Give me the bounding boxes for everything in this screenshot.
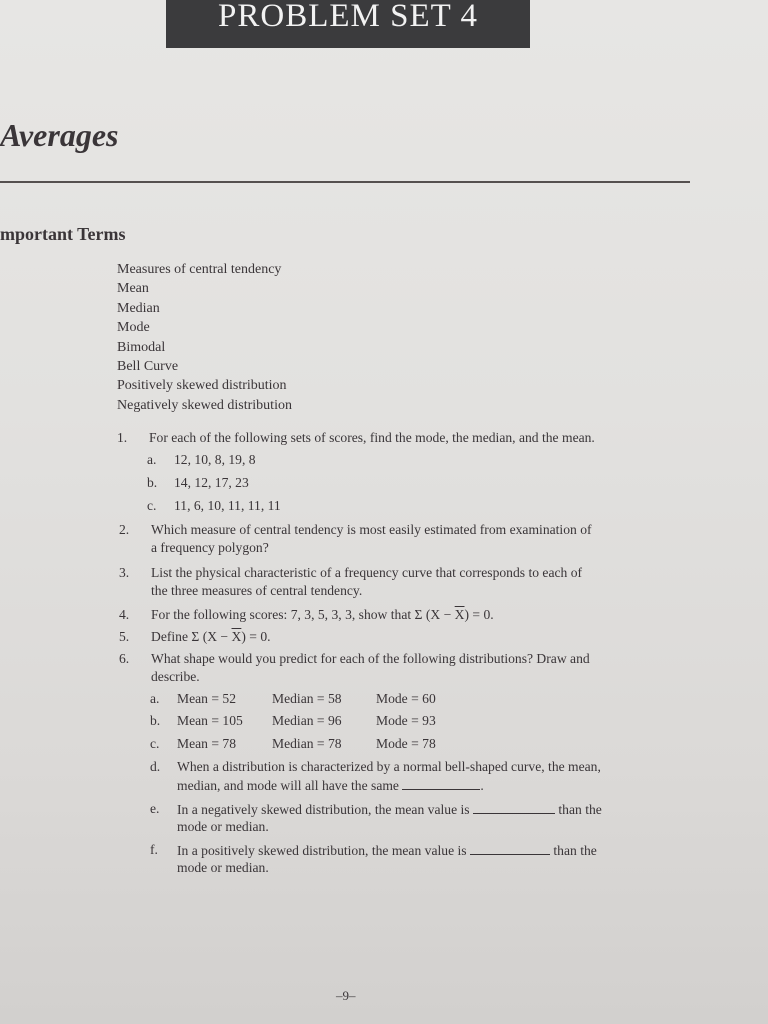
- problem-set-banner: [166, 0, 530, 48]
- mean-value: Mean = 105: [177, 713, 243, 728]
- term-item: Bimodal: [117, 339, 166, 355]
- answer-blank[interactable]: [470, 841, 550, 855]
- term-item: Mode: [117, 320, 150, 336]
- sub-letter: b.: [147, 475, 158, 490]
- sub-text: 11, 6, 10, 11, 11, 11: [174, 498, 281, 513]
- formula-prefix: Define Σ (X −: [151, 629, 232, 644]
- question-text: [151, 628, 271, 646]
- sub-text-start: In a negatively skewed distribution, the mean value is: [177, 802, 470, 817]
- sub-text: 14, 12, 17, 23: [174, 475, 249, 490]
- term-item: Mean: [117, 281, 149, 297]
- question-number: 6.: [119, 651, 130, 666]
- question-number: 4.: [119, 607, 130, 622]
- formula-prefix: For the following scores: 7, 3, 5, 3, 3, show that Σ (X −: [151, 607, 455, 622]
- x-bar-symbol: $\overline{X}$: [454, 607, 465, 622]
- sub-text-line2: mode or median.: [177, 819, 269, 834]
- mode-value: Mode = 78: [376, 736, 436, 751]
- section-title: mportant Terms: [0, 224, 126, 244]
- median-value: Median = 58: [272, 691, 342, 706]
- sub-letter: f.: [150, 842, 158, 857]
- sub-text-line1: [177, 800, 602, 819]
- term-item: Median: [117, 300, 160, 316]
- mean-value: Mean = 52: [177, 691, 237, 706]
- banner-title: PROBLEM SET 4: [218, 0, 478, 34]
- x-bar-symbol: $\overline{X}$: [231, 629, 242, 644]
- page-number: –9–: [336, 988, 356, 1003]
- question-text-line1: What shape would you predict for each of the following distributions? Draw and: [151, 651, 590, 666]
- sub-text-end: than the: [553, 843, 597, 858]
- question-text-line2: the three measures of central tendency.: [151, 583, 363, 598]
- question-text-line2: a frequency polygon?: [151, 540, 269, 555]
- sub-letter: a.: [147, 452, 157, 467]
- question-text-line1: Which measure of central tendency is most easily estimated from examination of: [151, 522, 592, 537]
- answer-blank[interactable]: [473, 800, 555, 814]
- mean-value: Mean = 78: [177, 736, 237, 751]
- sub-text: 12, 10, 8, 19, 8: [174, 452, 256, 467]
- sub-letter: d.: [150, 759, 161, 774]
- answer-blank[interactable]: [402, 776, 480, 790]
- sub-text-line2: mode or median.: [177, 860, 269, 875]
- sub-letter: b.: [150, 713, 161, 728]
- formula-suffix: ) = 0.: [241, 629, 271, 644]
- question-number: 3.: [119, 565, 130, 580]
- question-text: [151, 606, 494, 624]
- question-number: 5.: [119, 629, 130, 644]
- median-value: Median = 96: [272, 713, 342, 728]
- sub-letter: e.: [150, 801, 160, 816]
- sub-text-line1: When a distribution is characterized by a normal bell-shaped curve, the mean,: [177, 759, 601, 774]
- title-rule: [0, 181, 690, 183]
- term-item: Positively skewed distribution: [117, 378, 287, 394]
- sub-text-line1: [177, 841, 597, 860]
- chapter-title: Averages: [0, 117, 119, 153]
- question-number: 2.: [119, 522, 130, 537]
- question-text-line1: List the physical characteristic of a frequency curve that corresponds to each of: [151, 565, 583, 580]
- terms-list: [117, 260, 292, 415]
- sub-letter: c.: [147, 498, 157, 513]
- sub-text-start: median, and mode will all have the same: [177, 778, 399, 793]
- term-item: Negatively skewed distribution: [117, 397, 292, 413]
- question-text: For each of the following sets of scores, find the mode, the median, and the mean.: [149, 430, 595, 445]
- sub-text-line2: [177, 776, 484, 795]
- question-text-line2: describe.: [151, 669, 200, 684]
- sub-letter: a.: [150, 691, 160, 706]
- mode-value: Mode = 60: [376, 691, 436, 706]
- question-number: 1.: [117, 430, 128, 445]
- median-value: Median = 78: [272, 736, 342, 751]
- sub-text-end: .: [480, 778, 484, 793]
- term-item: Measures of central tendency: [117, 262, 282, 277]
- sub-text-end: than the: [558, 802, 602, 817]
- term-item: Bell Curve: [117, 359, 179, 375]
- formula-suffix: ) = 0.: [464, 607, 494, 622]
- mode-value: Mode = 93: [376, 713, 436, 728]
- sub-letter: c.: [150, 736, 160, 751]
- sub-text-start: In a positively skewed distribution, the mean value is: [177, 843, 467, 858]
